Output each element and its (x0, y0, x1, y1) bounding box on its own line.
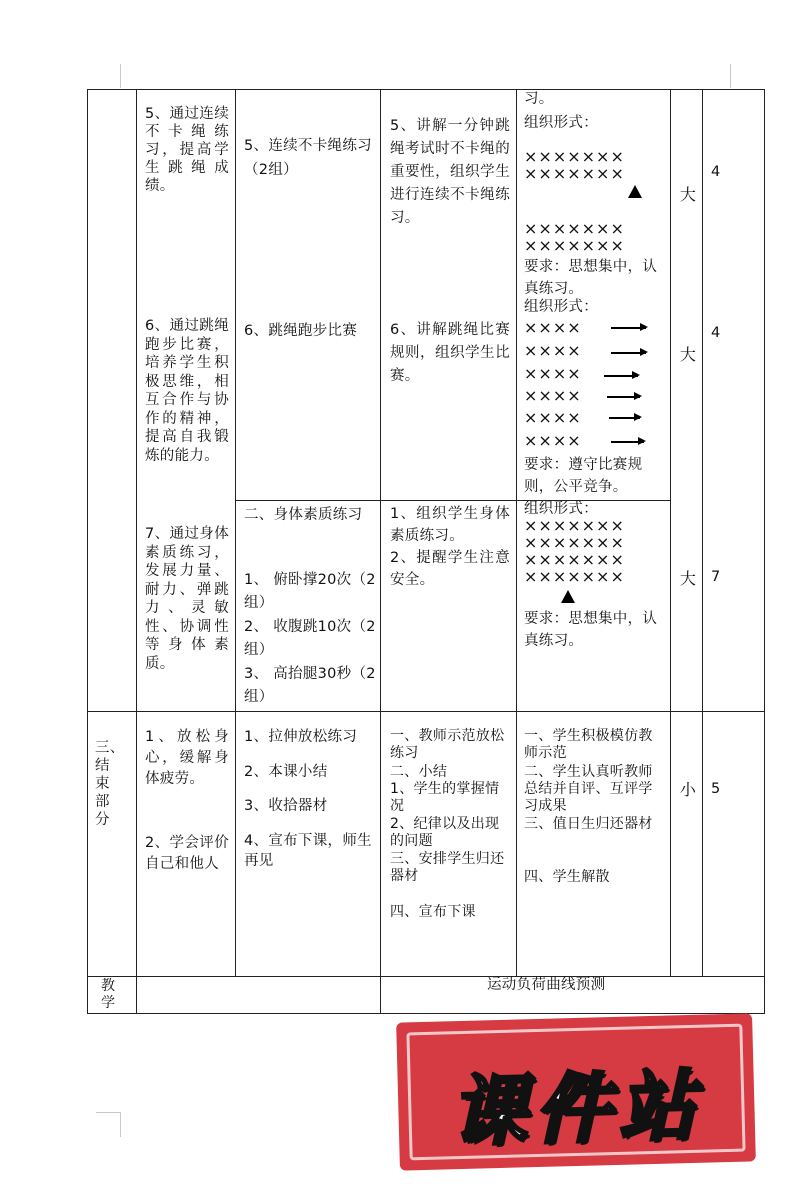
formation-row: ××××××× (524, 567, 625, 586)
end-content-3: 3、收拾器材 (244, 798, 328, 814)
teacher-5: 5、讲解一分钟跳绳考试时不卡绳的重要性，组织学生进行连续不卡绳练习。 (390, 118, 510, 226)
formation-row: ×××× (524, 386, 582, 405)
formation-row: ××××××× (524, 164, 625, 183)
intensity-end: 小 (679, 780, 697, 799)
time-5: 4 (711, 164, 721, 180)
teacher-position-triangle-icon (628, 185, 642, 198)
formation-row: ×××× (524, 341, 582, 360)
formation-row: ××××××× (524, 516, 625, 535)
load-curve-heading: 运动负荷曲线预测 (487, 977, 606, 993)
content-6: 6、跳绳跑步比赛 (244, 323, 358, 339)
intensity-5: 大 (679, 185, 697, 204)
teacher-6: 6、讲解跳绳比赛规则，组织学生比赛。 (390, 322, 510, 384)
intensity-7: 大 (679, 569, 697, 588)
end-teacher-6: 四、宣布下课 (390, 904, 476, 920)
formation-row: ××××××× (524, 236, 625, 255)
end-student-4: 四、学生解散 (524, 869, 610, 885)
student-5-org-label: 组织形式： (524, 115, 598, 131)
end-student-3: 三、值日生归还器材 (524, 816, 653, 832)
teacher-position-triangle-icon (561, 590, 575, 603)
formation-row: ×××× (524, 364, 582, 383)
end-teacher-2: 二、小结 (390, 764, 448, 780)
student-7-org-label: 组织形式： (524, 501, 598, 517)
student-6-requirement: 要求：遵守比赛规则，公平竞争。 (524, 457, 643, 495)
content-7-title: 二、身体素质练习 (244, 507, 363, 523)
end-teacher-4: 2、纪律以及出现的问题 (390, 816, 500, 849)
end-content-2: 2、本课小结 (244, 764, 328, 780)
goal-7: 7、通过身体素质练习，发展力量、耐力、弹跳力、灵敏性、协调性等身体素质。 (145, 526, 229, 672)
student-5-continued: 习。 (524, 91, 554, 107)
end-student-2: 二、学生认真听教师总结并自评、互评学习成果 (524, 764, 653, 814)
student-5-requirement: 要求：思想集中，认真练习。 (524, 259, 658, 297)
intensity-6: 大 (679, 345, 697, 364)
watermark-logo-text: 课件站 (449, 1060, 704, 1157)
end-student-1: 一、学生积极模仿教师示范 (524, 728, 653, 761)
end-goal-2: 2、学会评价自己和他人 (145, 835, 229, 872)
end-goal-1: 1、放松身心，缓解身体疲劳。 (145, 729, 229, 787)
arrow-right-icon (609, 417, 640, 419)
formation-row: ××××××× (524, 219, 625, 238)
content-7-item-3: 3、 高抬腿30秒（2组） (244, 666, 376, 705)
bottom-row-label: 教学 (101, 978, 116, 1011)
student-6-org-label: 组织形式： (524, 299, 598, 315)
crop-mark-bottom-left (96, 1112, 121, 1137)
arrow-right-icon (611, 441, 644, 443)
arrow-right-icon (611, 327, 646, 329)
time-end: 5 (711, 781, 721, 797)
end-teacher-1: 一、教师示范放松练习 (390, 728, 505, 761)
end-teacher-3: 1、学生的掌握情况 (390, 781, 500, 814)
content-7-item-1: 1、 俯卧撑20次（2组） (244, 572, 376, 611)
arrow-right-icon (611, 352, 646, 354)
end-teacher-5: 三、安排学生归还器材 (390, 851, 505, 884)
end-content-4: 4、宣布下课，师生再见 (244, 833, 372, 869)
section-end-label: 三、结束部分 (95, 740, 125, 828)
goal-6: 6、通过跳绳跑步比赛，培养学生积极思维，相互合作与协作的精神，提高自我锻炼的能力。 (145, 318, 229, 464)
formation-row: ××××××× (524, 550, 625, 569)
student-7-requirement: 要求：思想集中，认真练习。 (524, 611, 658, 649)
formation-row: ×××× (524, 431, 582, 450)
arrow-right-icon (607, 396, 640, 398)
time-6: 4 (711, 325, 721, 341)
crop-mark-top-right (730, 64, 755, 88)
formation-row: ×××× (524, 318, 582, 337)
time-7: 7 (711, 569, 721, 585)
teacher-7-item-2: 2、提醒学生注意安全。 (390, 550, 510, 588)
crop-mark-top-left (96, 64, 121, 88)
watermark-stamp (396, 1013, 756, 1170)
goal-5: 5、通过连续不卡绳练习，提高学生跳绳成绩。 (145, 106, 229, 194)
formation-row: ××××××× (524, 147, 625, 166)
end-content-1: 1、拉伸放松练习 (244, 729, 358, 745)
arrow-right-icon (604, 375, 638, 377)
content-7-item-2: 2、 收腹跳10次（2组） (244, 619, 376, 658)
formation-row: ×××× (524, 408, 582, 427)
lesson-plan-table (87, 89, 765, 1014)
formation-row: ××××××× (524, 533, 625, 552)
teacher-7-item-1: 1、组织学生身体素质练习。 (390, 506, 510, 544)
content-5: 5、连续不卡绳练习（2组） (244, 138, 372, 178)
